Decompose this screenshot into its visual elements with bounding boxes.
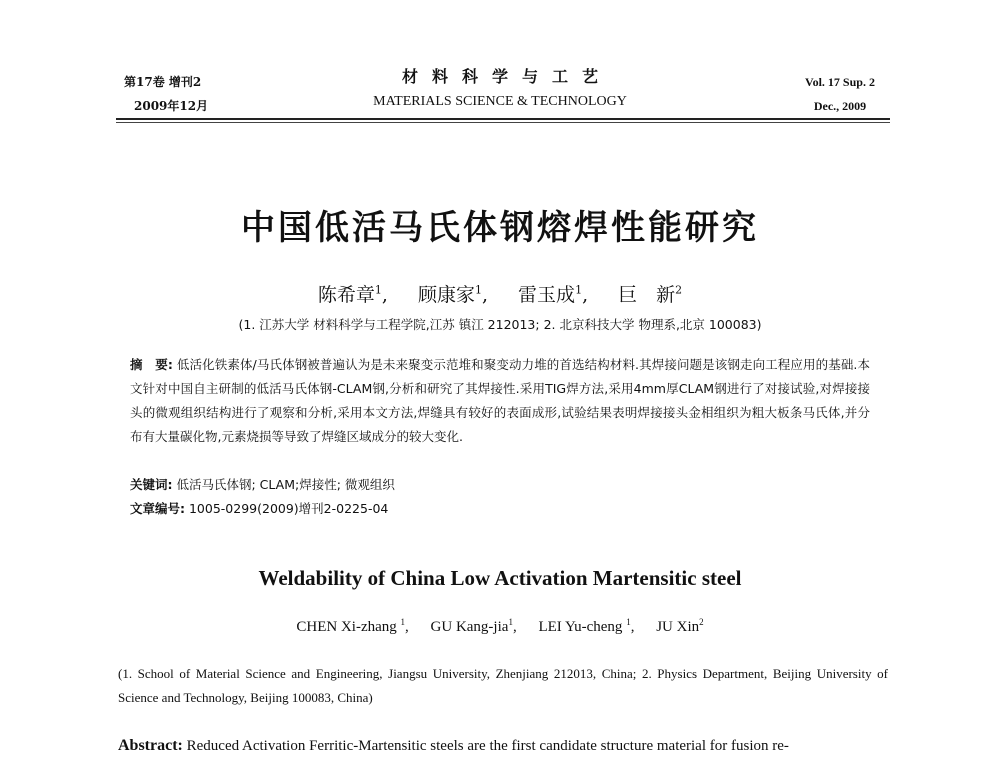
volume-info-en (780, 70, 900, 118)
volume-cn: 第17卷 增刊2 (124, 75, 202, 89)
header-rule (116, 118, 890, 120)
abstract-cn (130, 353, 870, 449)
author-en: CHEN Xi-zhang $^1$, (296, 617, 409, 635)
abstract-en-text: Reduced Activation Ferritic-Martensitic steels are the first candidate structure material for fusion re- (186, 738, 789, 754)
article-number-value: 1005-0299(2009)增刊2-0225-04 (188, 501, 389, 516)
keywords-cn (130, 473, 395, 497)
header-rule-thin (116, 122, 890, 123)
author-en: JU Xin$^2$ (656, 617, 704, 635)
author-en: GU Kang-jia$^1$, (430, 617, 517, 635)
authors-cn (0, 280, 1000, 307)
abstract-en-label: Abstract: (118, 737, 183, 754)
abstract-cn-label: 摘 要: (130, 357, 173, 372)
affiliation-en: (1. School of Material Science and Engineering, Jiangsu University, Zhenjiang 212013, China; 2. Physics Department, Beijing University of Science and Technology, Beijing 100083, China) (118, 666, 888, 705)
keywords-label: 关键词: (130, 477, 173, 492)
author-cn: 陈希章$^1$, (317, 283, 388, 306)
author-cn: 顾康家$^1$, (417, 283, 488, 306)
author-cn: 雷玉成$^1$, (518, 283, 589, 306)
author-cn: 巨 新$^2$ (618, 283, 683, 306)
volume-en: Vol. 17 Sup. 2 (805, 75, 875, 89)
keywords-text: 低活马氏体钢; CLAM;焊接性; 微观组织 (176, 477, 395, 492)
date-en: Dec., 2009 (813, 99, 867, 113)
article-number-label: 文章编号: (130, 501, 185, 516)
journal-title-en: MATERIALS SCIENCE & TECHNOLOGY (373, 94, 627, 109)
paper-title-cn: 中国低活马氏体钢熔焊性能研究 (241, 208, 759, 248)
abstract-en (118, 735, 893, 757)
authors-en (0, 617, 1000, 636)
abstract-cn-text: 低活化铁素体/马氏体钢被普遍认为是未来聚变示范堆和聚变动力堆的首选结构材料.其焊接问题是该钢走向工程应用的基础.本文针对中国自主研制的低活马氏体钢-CLAM钢,分析和研究了其焊接性.采用TIG焊方法,采用4mm厚CLAM钢进行了对接试验,对焊接接头的微观组织结构进行了观察和分析,采用本文方法,焊缝具有较好的表面成形,试验结果表明焊接接头金相组织为粗大板条马氏体,并分布有大量碳化物,元素烧损等导致了焊缝区域成分的较大变化. (130, 357, 871, 444)
affiliation-cn: (1. 江苏大学 材料科学与工程学院,江苏 镇江 212013; 2. 北京科技大学 物理系,北京 100083) (238, 317, 762, 332)
article-number (130, 497, 388, 521)
author-en: LEI Yu-cheng $^1$, (538, 617, 635, 635)
journal-title-cn: 材料科学与工艺 (401, 67, 612, 86)
date-cn: 2009年12月 (134, 99, 209, 113)
paper-title-en: Weldability of China Low Activation Martensitic steel (258, 566, 742, 590)
